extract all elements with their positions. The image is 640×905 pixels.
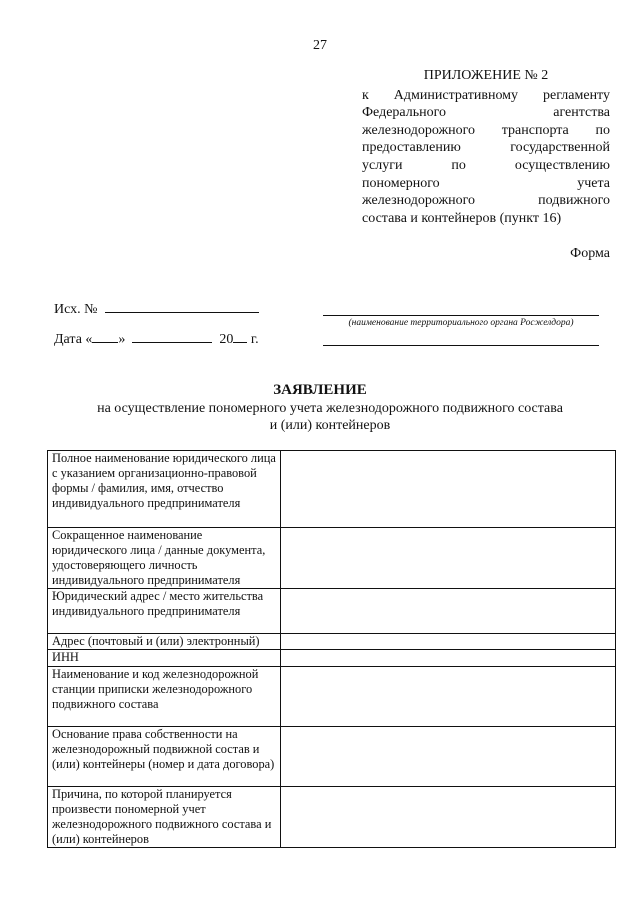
table-row — [48, 451, 616, 528]
table-row — [48, 786, 616, 847]
row-label: Причина, по которой планируется произвести пономерной учет железнодорожного подвижного состава и (или) контейнеров — [48, 786, 281, 847]
table-row — [48, 634, 616, 650]
row-value-field[interactable] — [281, 786, 616, 847]
row-value-field[interactable] — [281, 451, 616, 528]
row-label: Юридический адрес / место жительства индивидуального предпринимателя — [48, 589, 281, 634]
appendix-title: ПРИЛОЖЕНИЕ № 2 — [423, 68, 549, 83]
row-label: ИНН — [48, 650, 281, 666]
row-value-field[interactable] — [281, 589, 616, 634]
page-number: 27 — [313, 38, 327, 53]
appendix-line: железнодорожного подвижного — [362, 193, 610, 209]
row-value-field[interactable] — [281, 528, 616, 589]
recipient-line-2[interactable] — [323, 345, 599, 346]
table-row — [48, 528, 616, 589]
date-day-field[interactable] — [92, 330, 118, 343]
date-quote-close: » — [118, 332, 126, 347]
appendix-line: к Административному регламенту — [362, 87, 610, 103]
application-table — [47, 450, 616, 848]
row-label: Сокращенное наименование юридического лица / данные документа, удостоверяющего личность индивидуального предпринимателя — [48, 528, 281, 589]
appendix-line: железнодорожного транспорта по — [362, 122, 610, 138]
date-month-field[interactable] — [132, 330, 212, 343]
appendix-block — [362, 67, 610, 227]
row-value-field[interactable] — [281, 666, 616, 726]
row-label: Наименование и код железнодорожной станции приписки железнодорожного подвижного состава — [48, 666, 281, 726]
appendix-line: услуги по осуществлению — [362, 157, 610, 173]
statement-subtitle-line: на осуществление пономерного учета железнодорожного подвижного состава — [97, 401, 563, 416]
outgoing-number-label: Исх. № — [54, 302, 98, 317]
statement-subtitle — [40, 400, 620, 434]
row-value-field[interactable] — [281, 650, 616, 666]
table-row — [48, 726, 616, 786]
year-label: 20 — [219, 332, 234, 347]
row-label: Адрес (почтовый и (или) электронный) — [48, 634, 281, 650]
appendix-line: состава и контейнеров (пункт 16) — [362, 210, 562, 226]
outgoing-number-row — [54, 300, 259, 318]
appendix-line: предоставлению государственной — [362, 140, 610, 156]
outgoing-number-field[interactable] — [105, 300, 259, 313]
table-row — [48, 650, 616, 666]
row-label: Основание права собственности на железнодорожный подвижной состав и (или) контейнеры (номер и дата договора) — [48, 726, 281, 786]
row-label: Полное наименование юридического лица с указанием организационно-правовой формы / фамилия, имя, отчество индивидуального предпринимателя — [48, 451, 281, 528]
recipient-line-1[interactable] — [323, 315, 599, 316]
statement-title: ЗАЯВЛЕНИЕ — [273, 382, 367, 398]
table-row — [48, 666, 616, 726]
form-label: Форма — [570, 246, 610, 261]
row-value-field[interactable] — [281, 726, 616, 786]
row-value-field[interactable] — [281, 634, 616, 650]
date-year-field[interactable] — [233, 330, 247, 343]
table-row — [48, 589, 616, 634]
date-label: Дата « — [54, 332, 93, 347]
year-suffix: г. — [250, 332, 259, 347]
date-row — [54, 330, 259, 348]
recipient-caption: (наименование территориального органа Росжелдора) — [348, 318, 574, 328]
statement-subtitle-line: и (или) контейнеров — [269, 418, 391, 433]
appendix-line: пономерного учета — [362, 175, 610, 191]
appendix-line: Федерального агентства — [362, 105, 610, 121]
